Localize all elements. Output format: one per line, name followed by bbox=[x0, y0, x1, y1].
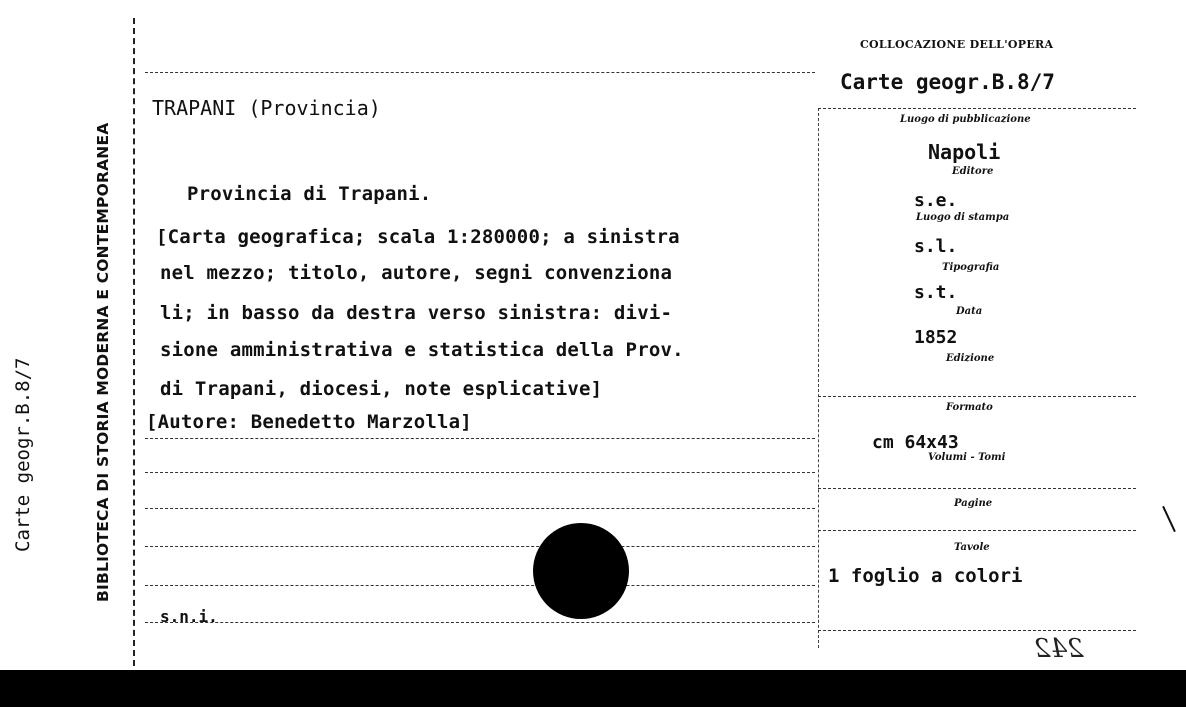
formato-value: cm 64x43 bbox=[872, 432, 959, 453]
body-line: [Autore: Benedetto Marzolla] bbox=[146, 411, 472, 433]
rule-line bbox=[145, 622, 815, 623]
pagine-label: Pagine bbox=[954, 498, 993, 509]
edge-mark bbox=[1162, 506, 1176, 532]
rule-line bbox=[145, 472, 815, 473]
heading: TRAPANI (Provincia) bbox=[152, 96, 381, 120]
tavole-label: Tavole bbox=[954, 542, 990, 553]
footer-note: s.n.i. bbox=[160, 607, 218, 626]
rule-line bbox=[145, 546, 815, 547]
editore-label: Editore bbox=[952, 166, 994, 177]
side-shelfmark: Carte geogr.B.8/7 bbox=[12, 357, 34, 552]
collocation-label: COLLOCAZIONE DELL'OPERA bbox=[860, 38, 1054, 51]
collocation-value: Carte geogr.B.8/7 bbox=[840, 70, 1055, 94]
editore-value: s.e. bbox=[914, 190, 958, 211]
scan-bottom-border bbox=[0, 670, 1186, 707]
rule-line bbox=[818, 630, 1136, 631]
luogo-pub-label: Luogo di pubblicazione bbox=[900, 114, 1031, 125]
left-margin-line bbox=[133, 18, 135, 666]
luogo-stampa-value: s.l. bbox=[914, 236, 958, 257]
rule-line bbox=[818, 488, 1136, 489]
rule-line bbox=[818, 108, 1136, 109]
body-line: di Trapani, diocesi, note esplicative] bbox=[160, 378, 603, 400]
luogo-stampa-label: Luogo di stampa bbox=[916, 212, 1010, 223]
rule-line bbox=[145, 585, 815, 586]
body-line: [Carta geografica; scala 1:280000; a sinistra bbox=[156, 226, 680, 248]
luogo-pub-value: Napoli bbox=[928, 140, 1001, 164]
body-line: Provincia di Trapani. bbox=[187, 183, 432, 205]
rule-line bbox=[145, 438, 815, 439]
handwritten-number: 242 bbox=[1034, 634, 1084, 664]
data-value: 1852 bbox=[914, 327, 958, 348]
data-label: Data bbox=[956, 306, 983, 317]
formato-label: Formato bbox=[946, 402, 993, 413]
body-line: li; in basso da destra verso sinistra: divi- bbox=[160, 302, 673, 324]
body-line: nel mezzo; titolo, autore, segni convenziona bbox=[160, 262, 673, 284]
volumi-label: Volumi - Tomi bbox=[928, 452, 1006, 463]
right-column-line bbox=[818, 108, 819, 648]
rule-line bbox=[145, 508, 815, 509]
rule-line bbox=[818, 396, 1136, 397]
rule-line bbox=[818, 530, 1136, 531]
body-line: sione amministrativa e statistica della Prov. bbox=[160, 339, 684, 361]
edizione-label: Edizione bbox=[946, 353, 995, 364]
tipografia-value: s.t. bbox=[914, 282, 958, 303]
rule-line bbox=[145, 72, 815, 73]
tipografia-label: Tipografia bbox=[942, 262, 1000, 273]
library-spine-label: BIBLIOTECA DI STORIA MODERNA E CONTEMPORANEA bbox=[94, 122, 112, 602]
punch-hole bbox=[533, 523, 629, 619]
tavole-value: 1 foglio a colori bbox=[828, 565, 1023, 587]
